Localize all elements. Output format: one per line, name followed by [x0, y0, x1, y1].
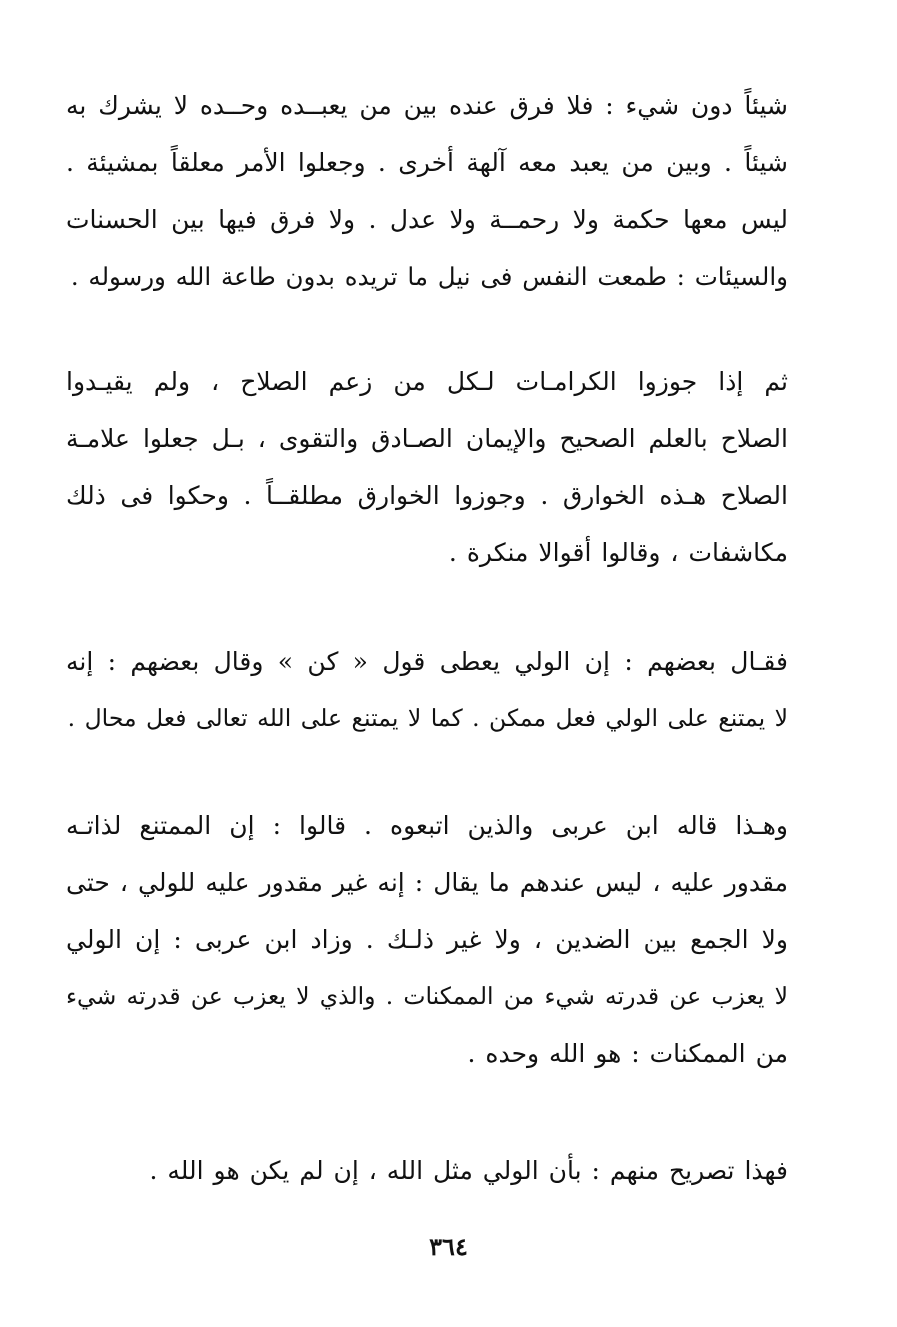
text-line: الصلاح بالعلم الصحيح والإيمان الصـادق والتقوى ، بـل جعلوا علامـة: [66, 424, 788, 453]
page-number: ٣٦٤: [429, 1232, 468, 1261]
text-line: وهـذا قاله ابن عربى والذين اتبعوه . قالوا : إن الممتنع لذاتـه: [66, 811, 788, 840]
text-line: فقـال بعضهم : إن الولي يعطى قول « كن » وقال بعضهم : إنه: [66, 647, 788, 676]
paragraph: [66, 797, 788, 1082]
text-line: الصلاح هـذه الخوارق . وجوزوا الخوارق مطلقــاً . وحكوا فى ذلك: [66, 481, 788, 510]
text-line: لا يمتنع على الولي فعل ممكن . كما لا يمتنع على الله تعالى فعل محال .: [67, 704, 788, 732]
text-line: مقدور عليه ، ليس عندهم ما يقال : إنه غير مقدور عليه للولي ، حتى: [66, 868, 788, 897]
text-line: ثم إذا جوزوا الكرامـات لـكل من زعم الصلاح ، ولم يقيـدوا: [66, 367, 788, 396]
text-line: مكاشفات ، وقالوا أقوالا منكرة .: [448, 538, 788, 567]
paragraph: [66, 1142, 788, 1199]
text-line: ولا الجمع بين الضدين ، ولا غير ذلـك . وزاد ابن عربى : إن الولي: [66, 925, 788, 954]
text-line: لا يعزب عن قدرته شيء من الممكنات . والذي لا يعزب عن قدرته شيء: [66, 982, 788, 1010]
text-line: فهذا تصريح منهم : بأن الولي مثل الله ، إن لم يكن هو الله .: [149, 1156, 788, 1185]
paragraph: [66, 633, 788, 747]
text-line: شيئاً . وبين من يعبد معه آلهة أخرى . وجعلوا الأمر معلقاً بمشيئة .: [66, 148, 788, 177]
paragraph: [66, 353, 788, 581]
text-line: ليس معها حكمة ولا رحمــة ولا عدل . ولا فرق فيها بين الحسنات: [66, 205, 788, 234]
text-line: من الممكنات : هو الله وحده .: [467, 1039, 788, 1068]
paragraph: [66, 77, 788, 305]
text-line: شيئاً دون شيء : فلا فرق عنده بين من يعبــده وحــده لا يشرك به: [66, 91, 788, 120]
text-line: والسيئات : طمعت النفس فى نيل ما تريده بدون طاعة الله ورسوله .: [70, 262, 788, 291]
